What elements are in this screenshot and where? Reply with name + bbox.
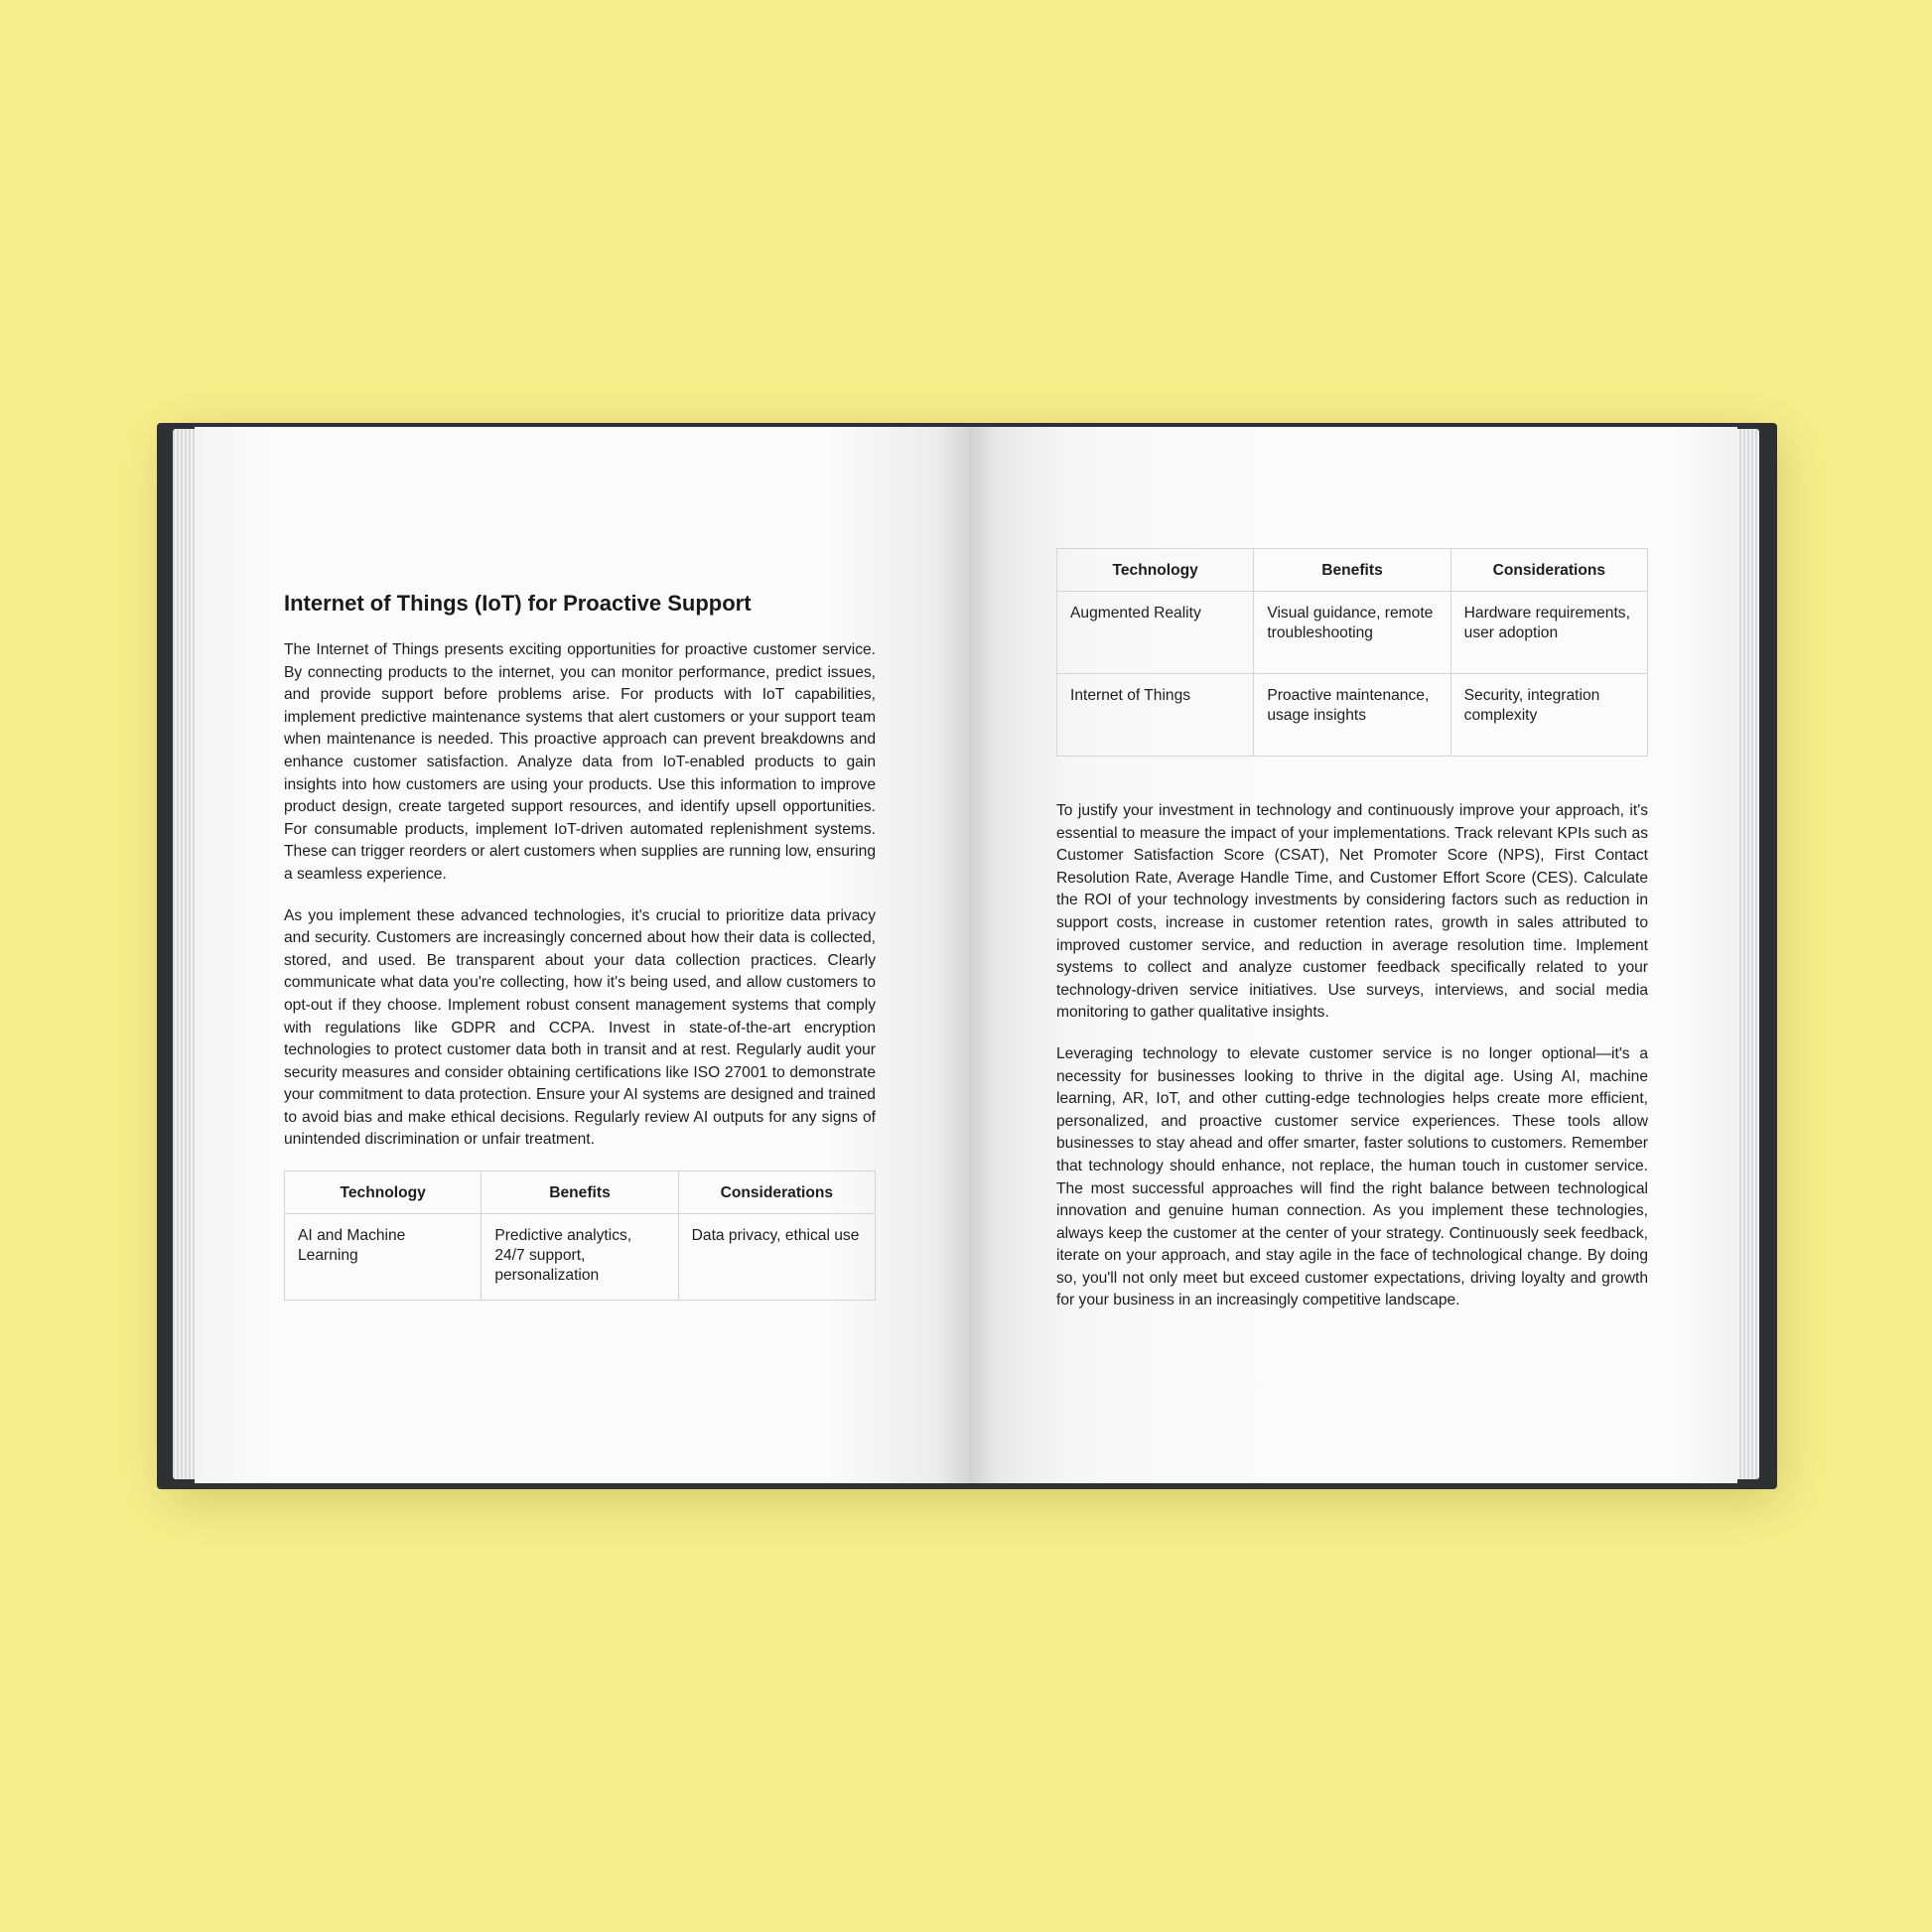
technology-table-left [284,1171,876,1301]
column-header-technology: Technology [1057,549,1254,592]
column-header-considerations: Considerations [1450,549,1647,592]
table-cell-considerations: Hardware requirements, user adoption [1450,592,1647,674]
column-header-considerations: Considerations [678,1172,875,1214]
column-header-benefits: Benefits [482,1172,678,1214]
paragraph-conclusion: Leveraging technology to elevate customer service is no longer optional—it's a necessity for businesses looking to thrive in the digital age. Using AI, machine learning, AR, IoT, and other cutting-edge technologies helps create more efficient, personalized, and proactive customer service experiences. These tools allow businesses to stay ahead and offer smarter, faster solutions to customers. Remember that technology should enhance, not replace, the human touch in customer service. The most successful approaches will find the right balance between technological innovation and genuine human connection. As you implement these technologies, always keep the customer at the center of your strategy. Continuously seek feedback, iterate on your approach, and stay agile in the face of technological change. By doing so, you'll not only meet but exceed customer expectations, driving loyalty and growth for your business in an increasingly competitive landscape. [1056,1044,1648,1310]
paragraph-measure-impact: To justify your investment in technology and continuously improve your approach, it's essential to measure the impact of your implementations. Track relevant KPIs such as Customer Satisfaction Score (CSAT), Net Promoter Score (NPS), First Contact Resolution Rate, Average Handle Time, and Customer Effort Score (CES). Calculate the ROI of your technology investments by considering factors such as reduction in support costs, increase in customer retention rates, growth in sales attributed to improved customer service, and reduction in average resolution time. Implement systems to collect and analyze customer feedback specifically related to your technology-driven service initiatives. Use surveys, interviews, and social media monitoring to gather qualitative insights. [1056,802,1648,1022]
table-header-row [285,1172,876,1214]
table-cell-benefits: Predictive analytics, 24/7 support, personalization [482,1214,678,1301]
table-cell-technology: Augmented Reality [1057,592,1254,674]
table-cell-technology: Internet of Things [1057,674,1254,757]
paragraph-iot: The Internet of Things presents exciting opportunities for proactive customer service. By connecting products to the internet, you can monitor performance, predict issues, and provide support before problems arise. For products with IoT capabilities, implement predictive maintenance systems that alert customers or your support team when maintenance is needed. This proactive approach can prevent breakdowns and enhance customer satisfaction. Analyze data from IoT-enabled products to gain insights into how customers are using your products. Use this information to improve product design, create targeted support resources, and identify upsell opportunities. For consumable products, implement IoT-driven automated replenishment systems. These can trigger reorders or alert customers when supplies are running low, ensuring a seamless experience. [284,641,876,883]
column-header-technology: Technology [285,1172,482,1214]
table-cell-benefits: Visual guidance, remote troubleshooting [1254,592,1450,674]
table-header-row [1057,549,1648,592]
technology-table-right [1056,548,1648,757]
right-page [969,427,1737,1483]
table-row [1057,592,1648,674]
right-page-content [1056,548,1648,1331]
column-header-benefits: Benefits [1254,549,1450,592]
table-row [1057,674,1648,757]
paragraph-privacy: As you implement these advanced technologies, it's crucial to prioritize data privacy and security. Customers are increasingly concerned about how their data is collected, stored, and used. Be transparent about your data collection practices. Clearly communicate what data you're collecting, how it's being used, and allow customers to opt-out if they choose. Implement robust consent management systems that comply with regulations like GDPR and CCPA. Invest in state-of-the-art encryption technologies to protect customer data both in transit and at rest. Regularly audit your security measures and consider obtaining certifications like ISO 27001 to demonstrate your commitment to data protection. Ensure your AI systems are designed and trained to avoid bias and make ethical decisions. Regularly review AI outputs for any signs of unintended discrimination or unfair treatment. [284,906,876,1149]
table-cell-benefits: Proactive maintenance, usage insights [1254,674,1450,757]
left-page-content [284,590,876,1301]
table-cell-considerations: Security, integration complexity [1450,674,1647,757]
table-cell-technology: AI and Machine Learning [285,1214,482,1301]
table-cell-considerations: Data privacy, ethical use [678,1214,875,1301]
table-row [285,1214,876,1301]
section-heading: Internet of Things (IoT) for Proactive Support [284,591,752,616]
left-page [195,427,969,1483]
